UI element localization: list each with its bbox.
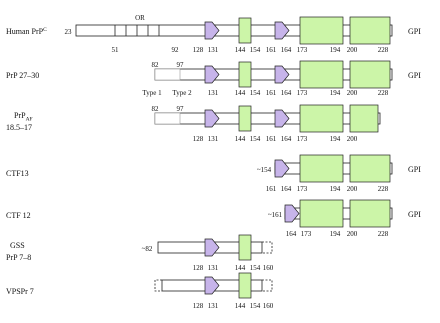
row-label-line2: 18.5–17 <box>6 123 32 132</box>
helix-2-box <box>300 200 343 227</box>
residue-number: 200 <box>346 89 358 97</box>
beta-strand-arrow-1 <box>205 277 219 294</box>
helix-1-box <box>239 273 251 298</box>
residue-number: 131 <box>207 135 219 143</box>
residue-number: 200 <box>346 46 358 54</box>
or-label: OR <box>135 14 145 22</box>
residue-number: 194 <box>329 135 341 143</box>
residue-number: 144 <box>234 302 246 310</box>
residue-number: 164 <box>280 46 292 54</box>
residue-number: 144 <box>234 46 246 54</box>
type-label: Type 2 <box>172 89 192 97</box>
residue-number: 228 <box>377 230 389 238</box>
residue-number: 164 <box>285 230 297 238</box>
gpi-anchor-label: GPI <box>408 165 421 174</box>
beta-strand-arrow-1 <box>205 22 219 39</box>
residue-number: 131 <box>207 89 219 97</box>
row-label: VPSPr 7 <box>6 287 34 296</box>
row-label: CTF 12 <box>6 211 31 220</box>
residue-number: 128 <box>192 302 204 310</box>
gpi-anchor-label: GPI <box>408 210 421 219</box>
left-number: ~154 <box>256 166 272 174</box>
residue-number: 144 <box>234 264 246 272</box>
residue-number: 154 <box>249 264 261 272</box>
beta-strand-arrow-2 <box>275 22 289 39</box>
residue-number: 228 <box>377 89 389 97</box>
type-variable-region <box>155 69 180 80</box>
cleavage-number: 82 <box>151 61 159 69</box>
row-ctf12 <box>6 200 421 238</box>
row-label-line2: PrP 7–8 <box>6 253 32 262</box>
row-ctf13 <box>6 155 421 193</box>
helix-1-box <box>239 62 251 87</box>
type-variable-region <box>155 113 180 124</box>
residue-number: 131 <box>207 46 219 54</box>
residue-number: 173 <box>300 230 312 238</box>
residue-number: 92 <box>171 46 179 54</box>
row-label: CTF13 <box>6 169 29 178</box>
residue-number: 194 <box>329 46 341 54</box>
residue-number: 164 <box>280 89 292 97</box>
row-label: PrP$_{AF}$ <box>14 111 33 123</box>
residue-number: 173 <box>296 185 308 193</box>
helix-3-box <box>350 155 390 182</box>
beta-strand-arrow-2 <box>275 110 289 127</box>
helix-3-box <box>350 200 390 227</box>
row-prp-af <box>6 105 380 143</box>
gpi-anchor-label: GPI <box>408 27 421 36</box>
variable-n-terminus <box>155 280 162 291</box>
residue-number: 161 <box>265 135 277 143</box>
residue-number: 160 <box>262 264 274 272</box>
residue-number: 173 <box>296 135 308 143</box>
residue-number: 200 <box>346 185 358 193</box>
residue-number: 164 <box>280 185 292 193</box>
helix-3-box <box>350 17 390 44</box>
helix-2-box <box>300 155 343 182</box>
variable-c-terminus <box>262 242 272 253</box>
residue-number: 154 <box>249 89 261 97</box>
residue-number: 51 <box>111 46 119 54</box>
row-vpspr <box>6 273 274 310</box>
helix-3-partial-box <box>350 105 378 132</box>
residue-number: 200 <box>346 135 358 143</box>
cleavage-number: 97 <box>176 61 184 69</box>
residue-number: 154 <box>249 135 261 143</box>
left-number: ~82 <box>141 245 153 253</box>
protein-bar <box>155 113 380 124</box>
beta-strand-arrow-2 <box>285 205 299 222</box>
residue-number: 144 <box>234 135 246 143</box>
helix-1-box <box>239 106 251 131</box>
gpi-anchor-label: GPI <box>408 71 421 80</box>
residue-number: 173 <box>296 89 308 97</box>
left-number: 23 <box>64 28 72 36</box>
residue-number: 161 <box>265 185 277 193</box>
residue-number: 154 <box>249 46 261 54</box>
residue-number: 154 <box>249 302 261 310</box>
residue-number: 128 <box>192 135 204 143</box>
row-prp-27-30 <box>6 61 421 97</box>
helix-3-box <box>350 61 390 88</box>
residue-number: 194 <box>329 185 341 193</box>
left-number: ~161 <box>267 211 283 219</box>
residue-number: 160 <box>262 302 274 310</box>
residue-number: 161 <box>265 89 277 97</box>
residue-number: 128 <box>192 264 204 272</box>
residue-number: 131 <box>207 302 219 310</box>
residue-number: 173 <box>296 46 308 54</box>
variable-c-terminus <box>262 280 272 291</box>
protein-bar <box>76 25 392 36</box>
residue-number: 200 <box>346 230 358 238</box>
beta-strand-arrow-2 <box>275 160 289 177</box>
helix-1-box <box>239 18 251 43</box>
row-label: GSS <box>10 241 25 250</box>
residue-number: 194 <box>329 230 341 238</box>
residue-number: 228 <box>377 185 389 193</box>
residue-number: 144 <box>234 89 246 97</box>
helix-1-box <box>239 235 251 260</box>
residue-number: 194 <box>329 89 341 97</box>
row-label: Human PrP$^C$ <box>6 27 47 36</box>
row-human-prpc <box>6 14 421 54</box>
beta-strand-arrow-1 <box>205 239 219 256</box>
row-label: PrP 27–30 <box>6 71 40 80</box>
helix-2-box <box>300 17 343 44</box>
helix-2-box <box>300 105 343 132</box>
cleavage-number: 82 <box>151 105 159 113</box>
residue-number: 164 <box>280 135 292 143</box>
cleavage-number: 97 <box>176 105 184 113</box>
beta-strand-arrow-1 <box>205 66 219 83</box>
beta-strand-arrow-1 <box>205 110 219 127</box>
residue-number: 131 <box>207 264 219 272</box>
type-label: Type 1 <box>142 89 162 97</box>
beta-strand-arrow-2 <box>275 66 289 83</box>
helix-2-box <box>300 61 343 88</box>
residue-number: 228 <box>377 46 389 54</box>
residue-number: 128 <box>192 46 204 54</box>
residue-number: 161 <box>265 46 277 54</box>
row-gss <box>6 235 274 272</box>
